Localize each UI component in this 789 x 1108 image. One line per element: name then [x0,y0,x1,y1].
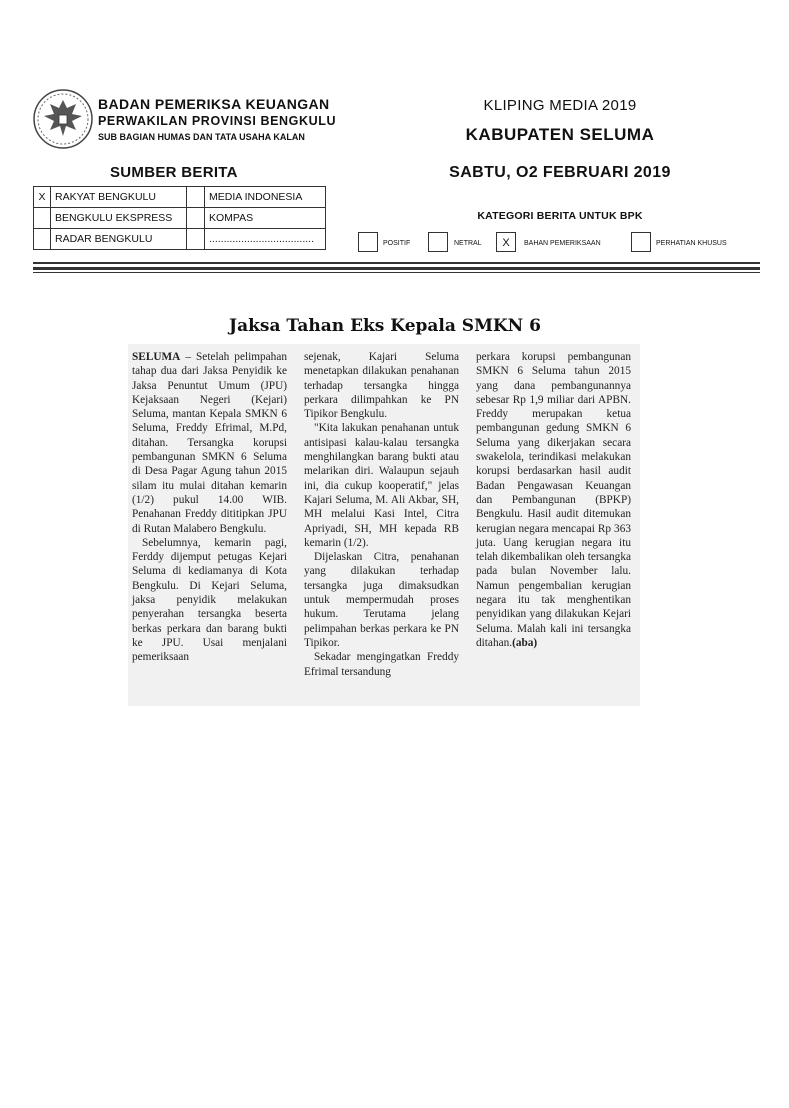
source-check [34,208,51,229]
source-name: MEDIA INDONESIA [205,187,326,208]
category-label-perhatian-khusus: PERHATIAN KHUSUS [656,240,727,247]
article-paragraph: Sebelumnya, kemarin pagi, Ferddy dijemput petugas Kejari Seluma di kediamanya di Kota Bengkulu. Di Kejari Seluma, jaksa penyidik melakukan penyerahan tersangka beserta berkas perkara dan barang bukti ke JPU. Usai menjalani pemeriksaan [132,536,287,664]
garuda-emblem-icon [32,88,94,150]
article-text: – Setelah pelimpahan tahap dua dari Jaksa Penyidik ke Jaksa Penuntut Umum (JPU) Kejaksaan Negeri (Kejari) Seluma, mantan Kepala SMKN 6 Seluma, Freddy Efrimal, M.Pd, ditahan. Tersangka korupsi pembangunan SMKN 6 Seluma di Desa Pagar Agung tahun 2015 silam itu mulai ditahan kemarin (1/2) pukul 14.00 WIB. Penahanan Freddy dititipkan JPU di Rutan Malabero Bengkulu. [132,351,287,535]
sources-table [33,186,326,250]
kategori-title: KATEGORI BERITA UNTUK BPK [477,210,643,222]
org-subdivision: SUB BAGIAN HUMAS DAN TATA USAHA KALAN [98,132,305,142]
region-title: KABUPATEN SELUMA [465,125,655,144]
kliping-title: KLIPING MEDIA 2019 [483,97,637,114]
article-text: perkara korupsi pembangunan SMKN 6 Seluma tahun 2015 yang dana pembangunannya sebesar Rp 1,9 miliar dari APBN. Freddy merupakan ketua pembangunan gedung SMKN 6 Seluma yang dikerjakan secara swakelola, terindikasi melakukan korupsi berdasarkan hasil audit Badan Pengawasan Keuangan dan Pembangunan (BPKP) Bengkulu. Hasil audit ditemukan kerugian negara mencapai Rp 363 juta. Uang kerugian negara itu telah dikembalikan oleh tersangka pada bulan November lalu. Namun pengembalian kerugian negara itu tak menghentikan penyidikan yang dilakukan Kejari Seluma. Malah kali ini tersangka ditahan. [476,351,631,649]
article-paragraph: "Kita lakukan penahanan untuk antisipasi kalau-kalau tersangka menghilangkan barang bukti atau melarikan diri. Walaupun sejauh ini, dia cukup kooperatif," jelas Kajari Seluma, M. Ali Akbar, SH, MH melalui Kasi Intel, Citra Apriyadi, SH, MH kepada RB kemarin (1/2). [304,422,459,549]
category-checkbox-bahan-pemeriksaan: X [496,232,516,252]
article-column-1 [132,350,287,665]
source-name: BENGKULU EKSPRESS [51,208,187,229]
source-check [187,229,205,250]
source-row [34,208,326,229]
category-label-bahan-pemeriksaan: BAHAN PEMERIKSAAN [524,240,601,247]
article-column-2 [304,350,459,679]
category-checkbox-netral [428,232,448,252]
category-label-positif: POSITIF [383,240,411,247]
source-name: RAKYAT BENGKULU [51,187,187,208]
sumber-berita-title: SUMBER BERITA [110,164,238,181]
article-dateline: SELUMA [132,351,181,363]
article-paragraph: sejenak, Kajari Seluma menetapkan dilakukan penahanan terhadap tersangka hingga perkara dilimpahkan ke PN Tipikor Bengkulu. [304,351,459,421]
article-paragraph: Sekadar mengingatkan Freddy Efrimal tersandung [304,651,459,678]
article-author: (aba) [512,636,538,649]
source-row [34,229,326,250]
org-branch: PERWAKILAN PROVINSI BENGKULU [98,114,337,128]
divider [33,262,760,264]
article-paragraph [476,350,631,650]
article-paragraph: Dijelaskan Citra, penahanan yang dilakukan terhadap tersangka juga dimaksudkan untuk mempermudah proses hukum. Terutama jelang pelimpahan berkas perkara ke PN Tipikor. [304,551,459,649]
source-check: X [34,187,51,208]
source-name: KOMPAS [205,208,326,229]
category-label-netral: NETRAL [454,240,482,247]
category-checkbox-perhatian-khusus [631,232,651,252]
source-check [34,229,51,250]
article-column-3 [476,350,631,650]
source-check [187,208,205,229]
divider [33,272,760,273]
source-row [34,187,326,208]
article-headline: Jaksa Tahan Eks Kepala SMKN 6 [229,316,541,336]
source-name: RADAR BENGKULU [51,229,187,250]
source-name: .................................... [205,229,326,250]
source-check [187,187,205,208]
date-title: SABTU, O2 FEBRUARI 2019 [449,164,671,181]
divider [33,267,760,270]
org-name: BADAN PEMERIKSA KEUANGAN [98,96,330,112]
article-paragraph [132,350,287,536]
category-checkbox-positif [358,232,378,252]
